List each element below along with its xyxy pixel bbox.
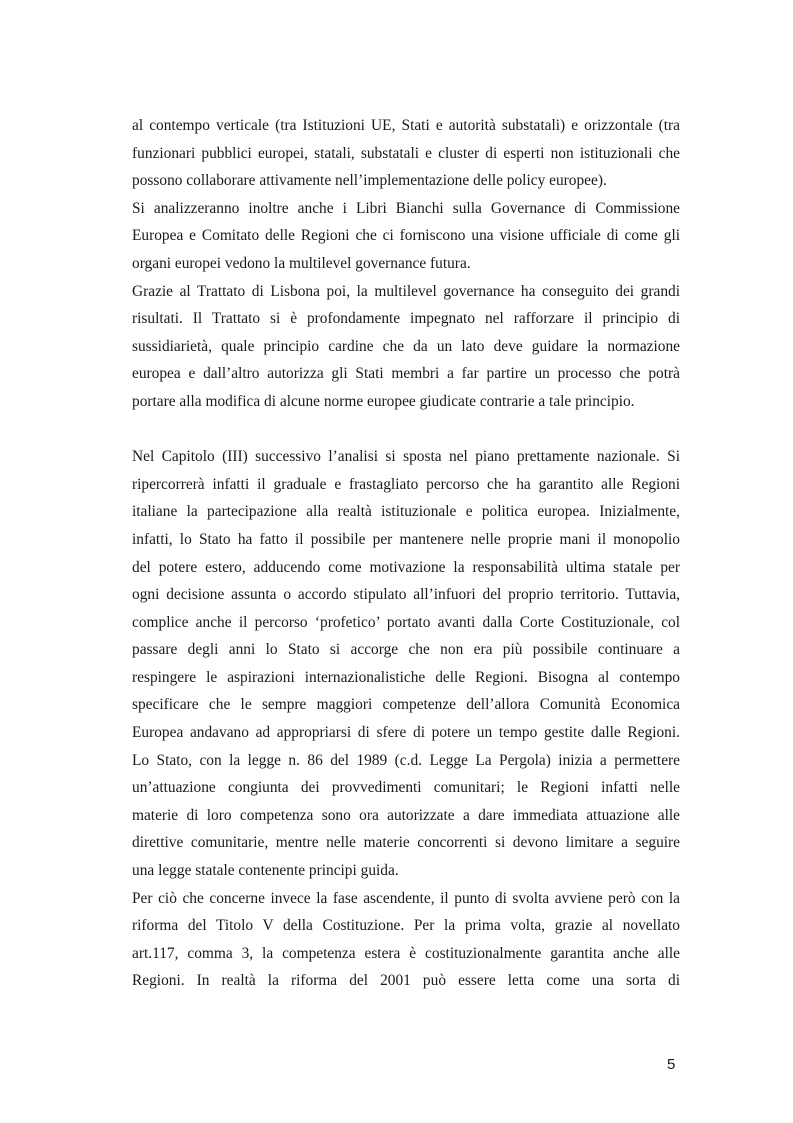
text-line: una legge statale contenente principi guida. [132,862,399,880]
text-line: Grazie al Trattato di Lisbona poi, la multilevel governance ha conseguito dei grandi [132,282,680,300]
text-line: Europea andavano ad appropriarsi di sfere di potere un tempo gestite dalle Regioni. [132,724,680,742]
text-line: Lo Stato, con la legge n. 86 del 1989 (c.d. Legge La Pergola) inizia a permettere [132,751,680,769]
body-text [132,112,680,995]
text-line: risultati. Il Trattato si è profondamente impegnato nel rafforzare il principio di [132,310,680,328]
paragraph-2 [132,195,680,278]
text-line: Europea e Comitato delle Regioni che ci forniscono una visione ufficiale di come gli [132,227,680,245]
text-line: specificare che le sempre maggiori competenze dell’allora Comunità Economica [132,696,680,714]
text-line: italiane la partecipazione alla realtà istituzionale e politica europea. Inizialmente, [132,503,680,521]
text-line: ogni decisione assunta o accordo stipulato all’infuori del proprio territorio. Tuttavia, [132,586,680,604]
paragraph-3 [132,278,680,416]
paragraph-spacer [132,416,680,444]
text-line: organi europei vedono la multilevel governance futura. [132,254,471,272]
page-number: 5 [667,1056,676,1073]
text-line: al contempo verticale (tra Istituzioni UE, Stati e autorità substatali) e orizzontale (tra [132,117,680,134]
text-line: un’attuazione congiunta dei provvedimenti comunitari; le Regioni infatti nelle [132,779,680,797]
text-line: sussidiarietà, quale principio cardine che da un lato deve guidare la normazione [132,337,680,355]
text-line: portare alla modifica di alcune norme europee giudicate contrarie a tale principio. [132,392,635,410]
text-line: Si analizzeranno inoltre anche i Libri Bianchi sulla Governance di Commissione [132,199,680,217]
paragraph-5 [132,885,680,995]
text-line: complice anche il percorso ‘profetico’ portato avanti dalla Corte Costituzionale, col [132,613,680,631]
text-line: riforma del Titolo V della Costituzione. Per la prima volta, grazie al novellato [132,917,680,935]
text-line: Nel Capitolo (III) successivo l’analisi si sposta nel piano prettamente nazionale. Si [132,448,680,466]
text-line: ripercorrerà infatti il graduale e frastagliato percorso che ha garantito alle Regioni [132,475,680,493]
text-line: art.117, comma 3, la competenza estera è costituzionalmente garantita anche alle [132,944,680,962]
text-line: Per ciò che concerne invece la fase ascendente, il punto di svolta avviene però con la [132,889,680,907]
text-line: europea e dall’altro autorizza gli Stati membri a far partire un processo che potrà [132,365,680,383]
text-line: direttive comunitarie, mentre nelle materie concorrenti si devono limitare a seguire [132,834,680,852]
text-line: respingere le aspirazioni internazionalistiche delle Regioni. Bisogna al contempo [132,668,680,686]
text-line: Regioni. In realtà la riforma del 2001 può essere letta come una sorta di [132,972,680,990]
text-line: passare degli anni lo Stato si accorge che non era più possibile continuare a [132,641,680,659]
text-line: funzionari pubblici europei, statali, substatali e cluster di esperti non istituzionali che [132,144,680,162]
text-line: materie di loro competenza sono ora autorizzate a dare immediata attuazione alle [132,806,680,824]
paragraph-1 [132,112,680,195]
text-line: del potere estero, adducendo come motivazione la responsabilità ultima statale per [132,558,680,576]
text-line: infatti, lo Stato ha fatto il possibile per mantenere nelle proprie mani il monopolio [132,530,680,548]
text-line: possono collaborare attivamente nell’implementazione delle policy europee). [132,172,607,190]
paragraph-4 [132,443,680,885]
